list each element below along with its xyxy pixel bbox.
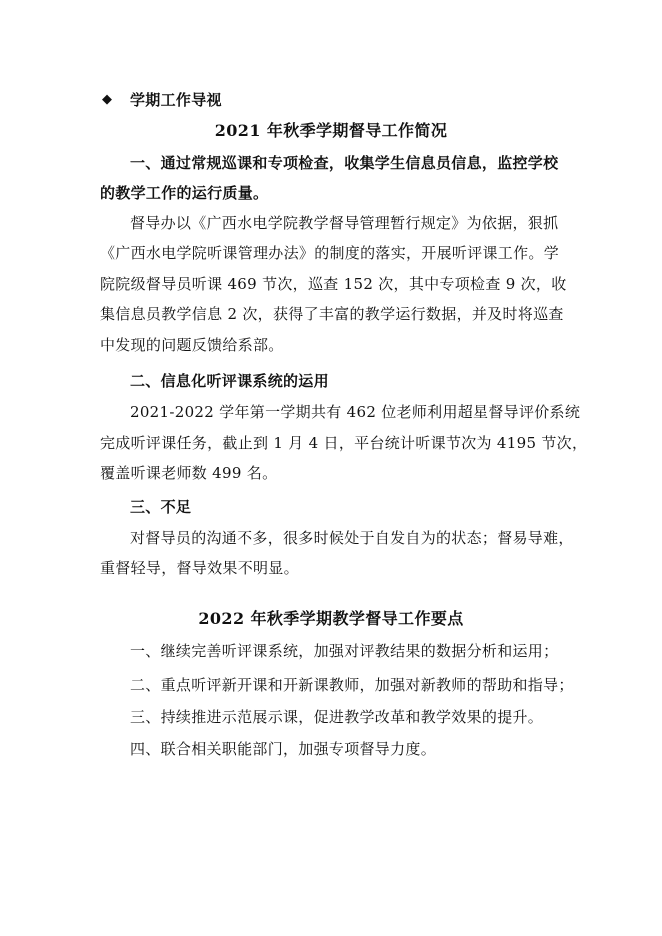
section1-paragraph-line: 《广西水电学院听课管理办法》的制度的落实，开展听评课工作。学	[100, 244, 560, 262]
section1-heading-cont: 的教学工作的运行质量。	[100, 184, 269, 202]
section2-paragraph-line: 完成听评课任务，截止到 1 月 4 日，平台统计听课节次为 4195 节次，	[100, 434, 588, 452]
section2-paragraph-line: 2021-2022 学年第一学期共有 462 位老师利用超星督导评价系统	[130, 403, 581, 421]
section3-heading: 三、不足	[130, 498, 192, 516]
diamond-icon: ◆	[102, 92, 112, 107]
plan-item: 一、继续完善听评课系统，加强对评教结果的数据分析和运用；	[130, 642, 559, 660]
section3-paragraph-line: 重督轻导，督导效果不明显。	[100, 559, 299, 577]
section1-paragraph-line: 院院级督导员听课 469 节次，巡查 152 次，其中专项检查 9 次，收	[100, 275, 567, 293]
section1-paragraph-line: 督导办以《广西水电学院教学督导管理暂行规定》为依据，狠抓	[130, 214, 559, 232]
section2-paragraph-line: 覆盖听课老师数 499 名。	[100, 464, 278, 482]
section3-paragraph-line: 对督导员的沟通不多，很多时候处于自发自为的状态；督易导难，	[130, 529, 574, 547]
section1-paragraph-line: 集信息员教学信息 2 次，获得了丰富的教学运行数据，并及时将巡查	[100, 305, 564, 323]
summary-title: 2021 年秋季学期督导工作简况	[214, 121, 448, 140]
section-label: 学期工作导视	[130, 91, 222, 109]
plan-item: 三、持续推进示范展示课，促进教学改革和教学效果的提升。	[130, 708, 544, 726]
section2-heading: 二、信息化听评课系统的运用	[130, 372, 329, 390]
section1-heading: 一、通过常规巡课和专项检查，收集学生信息员信息，监控学校	[130, 154, 559, 172]
plan-title: 2022 年秋季学期教学督导工作要点	[198, 609, 464, 628]
section1-paragraph-line: 中发现的问题反馈给系部。	[100, 336, 284, 354]
plan-item: 二、重点听评新开课和开新课教师，加强对新教师的帮助和指导；	[130, 676, 574, 694]
plan-item: 四、联合相关职能部门，加强专项督导力度。	[130, 740, 437, 758]
